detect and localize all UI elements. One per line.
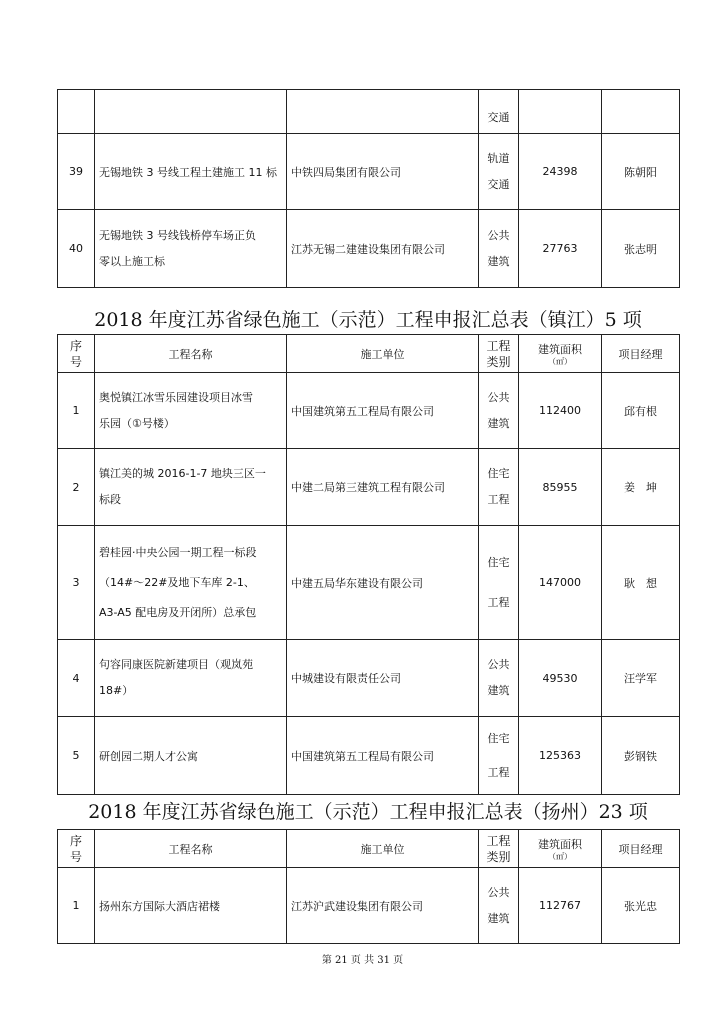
section-title-yangzhou: 2018 年度江苏省绿色施工（示范）工程申报汇总表（扬州）23 项 (88, 801, 648, 823)
table-row (58, 90, 680, 134)
header-no: 序 号 (58, 830, 95, 868)
project-manager: 姜 坤 (602, 449, 680, 526)
table-row (58, 373, 680, 449)
construction-unit: 中国建筑第五工程局有限公司 (287, 373, 479, 449)
construction-unit: 中建五局华东建设有限公司 (287, 526, 479, 640)
header-construction-unit: 施工单位 (287, 335, 479, 373)
header-no: 序 号 (58, 335, 95, 373)
project-name: 句容同康医院新建项目（观岚苑 18#） (95, 640, 287, 717)
project-manager: 耿 想 (602, 526, 680, 640)
row-no: 40 (58, 210, 95, 288)
construction-unit: 中建二局第三建筑工程有限公司 (287, 449, 479, 526)
header-project-name: 工程名称 (95, 335, 287, 373)
construction-unit: 江苏沪武建设集团有限公司 (287, 868, 479, 944)
table-header-row (58, 830, 680, 868)
construction-unit: 中铁四局集团有限公司 (287, 134, 479, 210)
building-area: 49530 (519, 640, 602, 717)
project-manager: 陈朝阳 (602, 134, 680, 210)
building-area: 125363 (519, 717, 602, 795)
table-row (58, 210, 680, 288)
header-construction-unit: 施工单位 (287, 830, 479, 868)
project-type: 住宅 工程 (479, 717, 519, 795)
project-manager (602, 90, 680, 134)
table-row (58, 717, 680, 795)
building-area: 24398 (519, 134, 602, 210)
project-manager: 彭钢铁 (602, 717, 680, 795)
project-manager: 邱有根 (602, 373, 680, 449)
project-manager: 汪学军 (602, 640, 680, 717)
building-area: 112400 (519, 373, 602, 449)
header-project-name: 工程名称 (95, 830, 287, 868)
row-no: 39 (58, 134, 95, 210)
project-manager: 张光忠 (602, 868, 680, 944)
project-name (95, 90, 287, 134)
header-project-manager: 项目经理 (602, 335, 680, 373)
header-project-manager: 项目经理 (602, 830, 680, 868)
row-no: 1 (58, 868, 95, 944)
building-area: 85955 (519, 449, 602, 526)
section-title-zhenjiang: 2018 年度江苏省绿色施工（示范）工程申报汇总表（镇江）5 项 (94, 309, 642, 331)
table-zhenjiang (57, 334, 680, 795)
row-no: 1 (58, 373, 95, 449)
project-type: 公共 建筑 (479, 640, 519, 717)
page-footer: 第 21 页 共 31 页 (321, 955, 404, 966)
header-building-area: 建筑面积 （㎡） (519, 335, 602, 373)
project-name: 镇江美的城 2016-1-7 地块三区一 标段 (95, 449, 287, 526)
building-area: 27763 (519, 210, 602, 288)
project-type: 交通 (479, 90, 519, 134)
project-name: 碧桂园·中央公园一期工程一标段 （14#～22#及地下车库 2-1、 A3-A5 配电房及开闭所）总承包 (95, 526, 287, 640)
project-manager: 张志明 (602, 210, 680, 288)
project-type: 轨道 交通 (479, 134, 519, 210)
header-project-type: 工程 类别 (479, 830, 519, 868)
project-type: 公共 建筑 (479, 373, 519, 449)
table-header-row (58, 335, 680, 373)
row-no (58, 90, 95, 134)
header-building-area: 建筑面积 （㎡） (519, 830, 602, 868)
table-yangzhou (57, 829, 680, 944)
project-type: 公共 建筑 (479, 210, 519, 288)
building-area (519, 90, 602, 134)
project-type: 住宅 工程 (479, 449, 519, 526)
project-name: 无锡地铁 3 号线钱桥停车场正负 零以上施工标 (95, 210, 287, 288)
table-row (58, 640, 680, 717)
construction-unit: 中城建设有限责任公司 (287, 640, 479, 717)
row-no: 4 (58, 640, 95, 717)
row-no: 3 (58, 526, 95, 640)
table-row (58, 868, 680, 944)
project-name: 奥悦镇江冰雪乐园建设项目冰雪 乐园（①号楼） (95, 373, 287, 449)
project-type: 住宅 工程 (479, 526, 519, 640)
project-name: 扬州东方国际大酒店裙楼 (95, 868, 287, 944)
row-no: 5 (58, 717, 95, 795)
project-type: 公共 建筑 (479, 868, 519, 944)
building-area: 147000 (519, 526, 602, 640)
table-row (58, 134, 680, 210)
row-no: 2 (58, 449, 95, 526)
project-name: 研创园二期人才公寓 (95, 717, 287, 795)
construction-unit (287, 90, 479, 134)
construction-unit: 中国建筑第五工程局有限公司 (287, 717, 479, 795)
building-area: 112767 (519, 868, 602, 944)
construction-unit: 江苏无锡二建建设集团有限公司 (287, 210, 479, 288)
header-project-type: 工程 类别 (479, 335, 519, 373)
table-continuation (57, 89, 680, 288)
table-row (58, 449, 680, 526)
table-row (58, 526, 680, 640)
project-name: 无锡地铁 3 号线工程土建施工 11 标 (95, 134, 287, 210)
